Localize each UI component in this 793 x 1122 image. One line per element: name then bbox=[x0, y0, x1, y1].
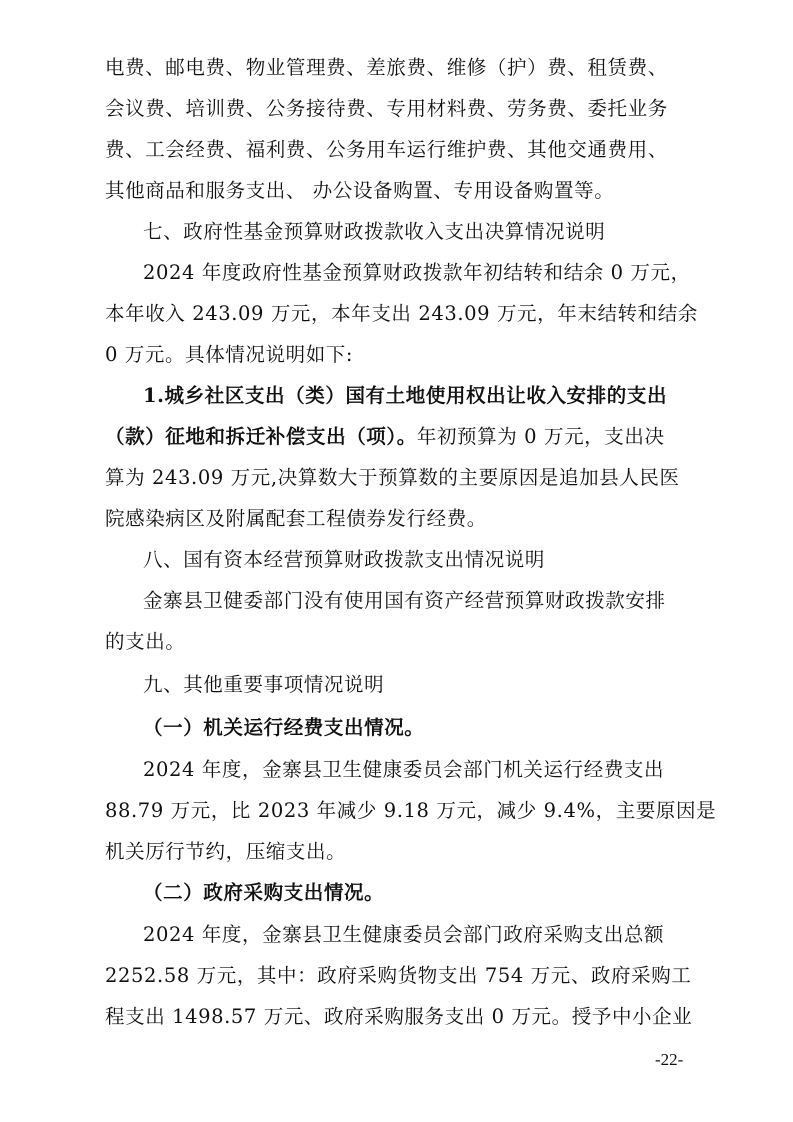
bold-item-heading-cont: （款）征地和拆迁补偿支出（项）。 bbox=[105, 425, 417, 448]
body-text-line: 88.79 万元，比 2023 年减少 9.18 万元，减少 9.4%，主要原因是 bbox=[105, 799, 717, 822]
section-heading: 八、国有资本经营预算财政拨款支出情况说明 bbox=[143, 548, 546, 571]
body-text-line: 0 万元。具体情况说明如下: bbox=[105, 343, 354, 366]
subsection-heading: （二）政府采购支出情况。 bbox=[143, 881, 385, 904]
body-text-line: 院感染病区及附属配套工程债券发行经费。 bbox=[105, 507, 487, 530]
body-text-line: 机关厉行节约，压缩支出。 bbox=[105, 840, 347, 863]
body-text-line: 2024 年度，金寨县卫生健康委员会部门机关运行经费支出 bbox=[143, 758, 665, 781]
body-text-line: 其他商品和服务支出、 办公设备购置、专用设备购置等。 bbox=[105, 179, 615, 202]
subsection-heading: （一）机关运行经费支出情况。 bbox=[143, 716, 425, 739]
bold-item-heading: 1.城乡社区支出（类）国有土地使用权出让收入安排的支出 bbox=[143, 384, 668, 407]
page-number: -22- bbox=[655, 1050, 684, 1069]
body-text-line bbox=[105, 424, 695, 450]
body-text-line: 电费、邮电费、物业管理费、差旅费、维修（护）费、租赁费、 bbox=[105, 56, 668, 79]
body-text-line: 的支出。 bbox=[105, 630, 186, 653]
body-text-line: 2024 年度，金寨县卫生健康委员会部门政府采购支出总额 bbox=[143, 923, 665, 946]
body-text-line: 金寨县卫健委部门没有使用国有资产经营预算财政拨款安排 bbox=[143, 589, 666, 612]
section-heading: 七、政府性基金预算财政拨款收入支出决算情况说明 bbox=[143, 220, 606, 243]
inline-text: 年初预算为 0 万元，支出决 bbox=[416, 425, 665, 448]
body-text-line: 本年收入 243.09 万元，本年支出 243.09 万元，年末结转和结余 bbox=[105, 302, 698, 325]
body-text-line: 费、工会经费、福利费、公务用车运行维护费、其他交通费用、 bbox=[105, 138, 668, 161]
body-text-line: 2252.58 万元，其中：政府采购货物支出 754 万元、政府采购工 bbox=[105, 964, 692, 987]
body-text-line: 2024 年度政府性基金预算财政拨款年初结转和结余 0 万元， bbox=[143, 261, 691, 284]
section-heading: 九、其他重要事项情况说明 bbox=[143, 673, 385, 696]
body-text-line: 会议费、培训费、公务接待费、专用材料费、劳务费、委托业务 bbox=[105, 97, 668, 120]
body-text-line: 算为 243.09 万元,决算数大于预算数的主要原因是追加县人民医 bbox=[105, 466, 680, 489]
body-text-line: 程支出 1498.57 万元、政府采购服务支出 0 万元。授予中小企业 bbox=[105, 1005, 693, 1028]
